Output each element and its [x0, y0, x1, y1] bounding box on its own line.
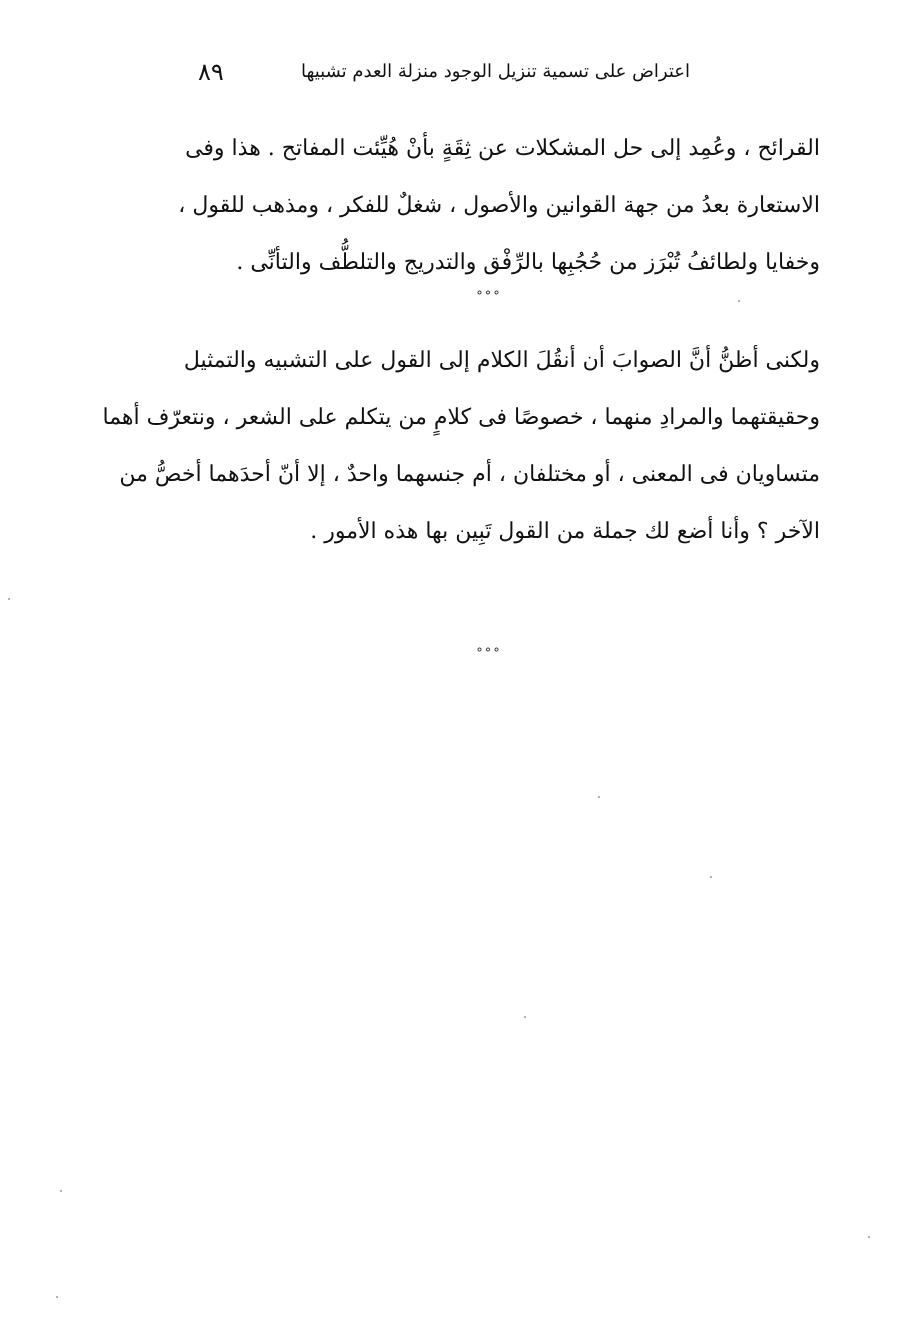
scan-speck: [598, 796, 600, 798]
running-head-title: اعتراض على تسمية تنزيل الوجود منزلة العدم تشبيها: [300, 61, 690, 82]
paragraph-line: ولكنى أظنُّ أنَّ الصوابَ أن أنقُلَ الكلام إلى القول على التشبيه والتمثيل: [183, 348, 820, 373]
paragraph-line: وحقيقتهما والمرادِ منهما ، خصوصًا فى كلامٍ من يتكلم على الشعر ، ونتعرّف أهما: [102, 405, 820, 430]
paragraph-line: وخفايا ولطائفُ تُبْرَز من حُجُبِها بالرِّفْق والتدريج والتلطُّف والتأنِّى .: [236, 250, 820, 275]
section-separator: °°°: [476, 289, 502, 304]
paragraph-line: متساويان فى المعنى ، أو مختلفان ، أم جنسهما واحدٌ ، إلا أنّ أحدَهما أخصُّ من: [119, 462, 820, 487]
scan-speck: [738, 300, 740, 302]
scan-speck: [8, 598, 10, 600]
running-head: [170, 50, 690, 94]
paragraph-line: الاستعارة بعدُ من جهة القوانين والأصول ، شغلٌ للفكر ، ومذهب للقول ،: [178, 193, 820, 218]
paragraph-line: القرائح ، وعُمِد إلى حل المشكلات عن ثِقَةٍ بأنْ هُيِّئت المفاتح . هذا وفى: [185, 136, 820, 161]
scan-speck: [710, 876, 712, 878]
section-separator: °°°: [476, 646, 502, 661]
paragraph-1: [170, 120, 820, 291]
paragraph-line: الآخر ؟ وأنا أضع لك جملة من القول تَبِين بها هذه الأمور .: [310, 519, 820, 544]
page-number: ٨٩: [198, 58, 224, 86]
paragraph-2: [102, 332, 820, 560]
scan-speck: [60, 1190, 62, 1192]
scan-speck: [868, 1236, 870, 1238]
scan-speck: [56, 1296, 58, 1298]
scan-speck: [524, 1016, 526, 1018]
